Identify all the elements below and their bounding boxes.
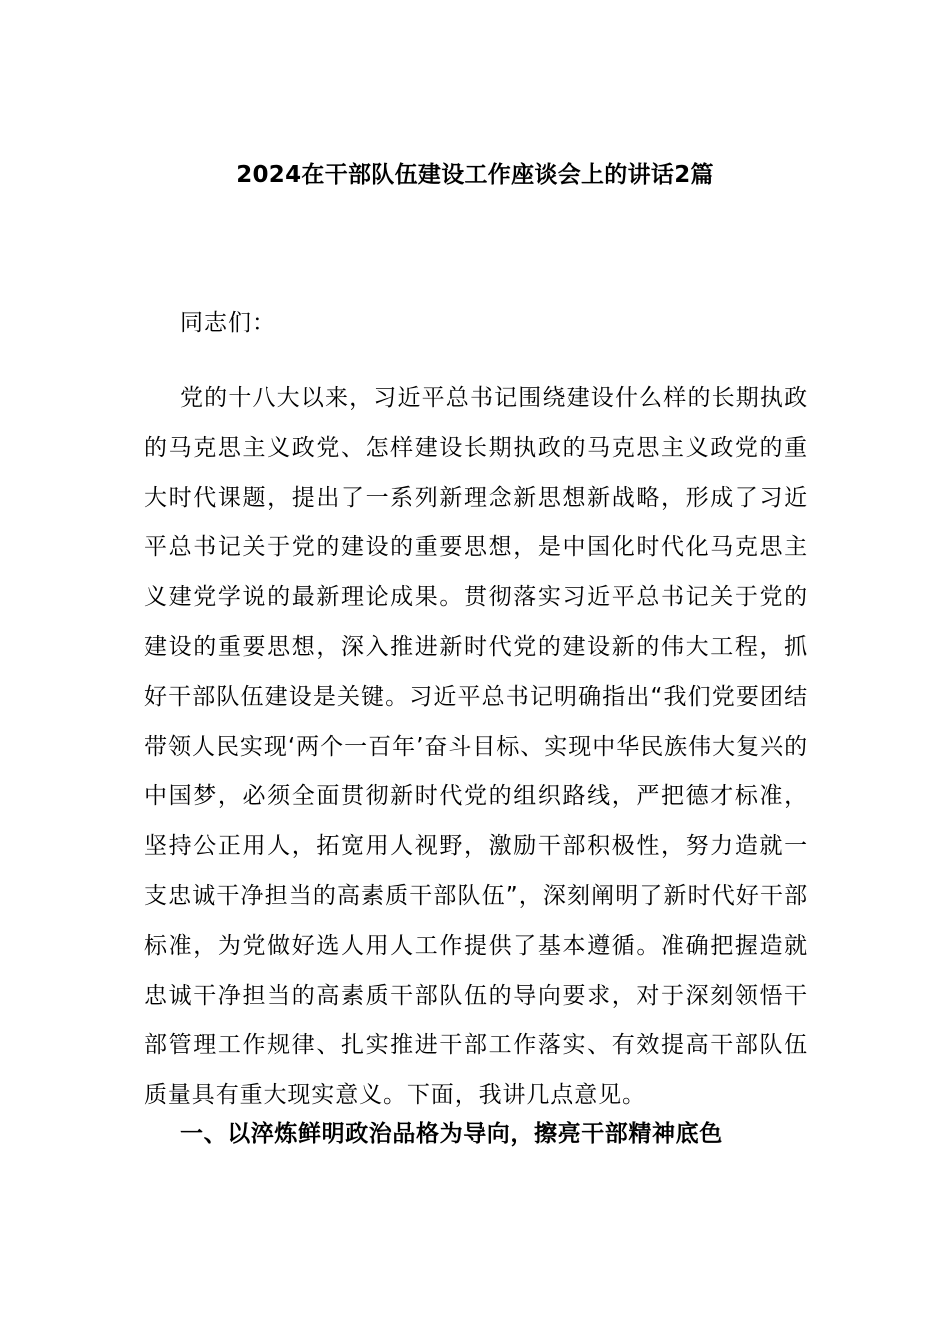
document-title: 2024在干部队伍建设工作座谈会上的讲话2篇 (236, 162, 714, 188)
body-paragraph: 党的十八大以来，习近平总书记围绕建设什么样的长期执政的马克思主义政党、怎样建设长期执政的马克思主义政党的重大时代课题，提出了一系列新理念新思想新战略，形成了习近平总书记关于党的建设的重要思想，是中国化时代化马克思主义建党学说的最新理论成果。贯彻落实习近平总书记关于党的建设的重要思想，深入推进新时代党的建设新的伟大工程，抓好干部队伍建设是关键。习近平总书记明确指出“我们党要团结带领人民实现‘两个一百年’奋斗目标、实现中华民族伟大复兴的中国梦，必须全面贯彻新时代党的组织路线，严把德才标准，坚持公正用人，拓宽用人视野，激励干部积极性，努力造就一支忠诚干净担当的高素质干部队伍”，深刻阐明了新时代好干部标准，为党做好选人用人工作提供了基本遵循。准确把握造就忠诚干净担当的高素质干部队伍的导向要求，对于深刻领悟干部管理工作规律、扎实推进干部工作落实、有效提高干部队伍质量具有重大现实意义。下面，我讲几点意见。 (144, 385, 808, 1109)
salutation: 同志们： (180, 310, 276, 336)
section-heading: 一、以淬炼鲜明政治品格为导向，擦亮干部精神底色 (180, 1121, 723, 1147)
